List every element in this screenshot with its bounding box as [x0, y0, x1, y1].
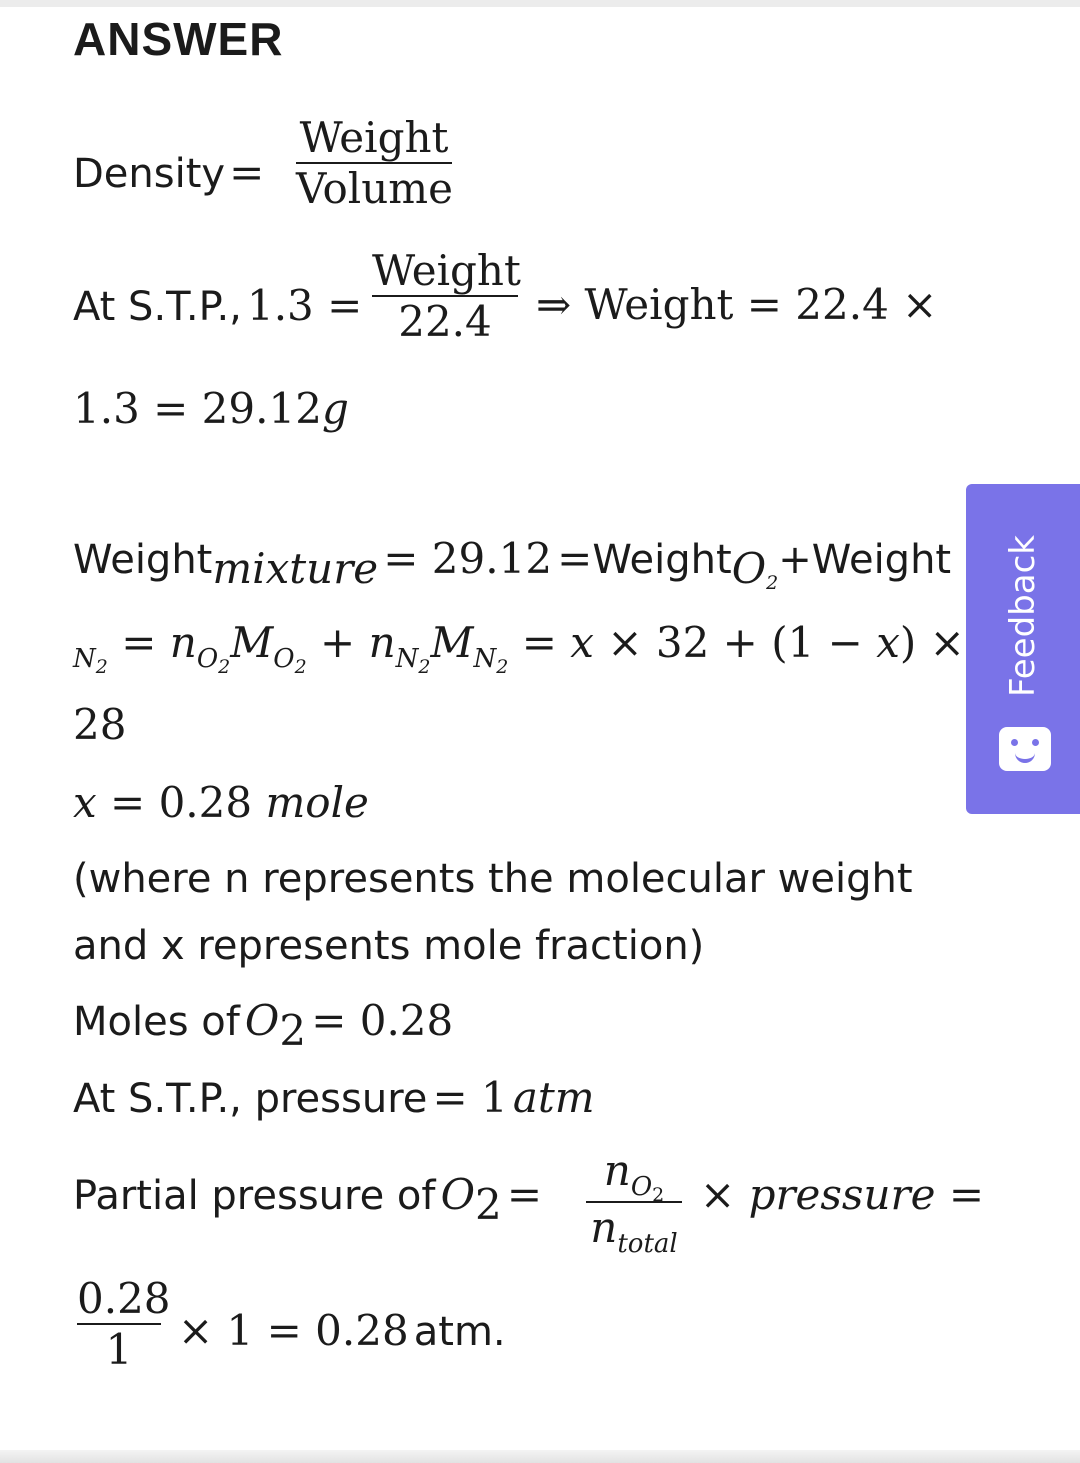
pressure-line: At S.T.P., pressure = 1 atm [73, 1073, 595, 1122]
feedback-tab[interactable] [966, 484, 1080, 814]
feedback-label: Feedback [1003, 535, 1043, 697]
bottom-divider [0, 1450, 1080, 1463]
final-fraction [77, 1274, 171, 1374]
explanation-line-2: and x represents mole fraction) [73, 923, 705, 969]
partial-pressure-line: Partial pressure of $O_2$ = [73, 1170, 543, 1229]
partial-numerator: $n_{O_2}$ [603, 1146, 665, 1206]
density-label: Density= [73, 148, 265, 197]
icon-eye [1032, 739, 1039, 746]
density-numerator: Weight [299, 113, 449, 162]
density-fraction [296, 113, 452, 213]
moles-o2-line: Moles of $O_2 = 0.28$ [73, 996, 454, 1055]
stp-denominator: 22.4 [398, 297, 492, 346]
moles-equation-continuation: 28 [73, 700, 127, 749]
partial-denominator: $n_{total}$ [590, 1203, 678, 1259]
icon-eye [1011, 739, 1018, 746]
stp-weight-line: At S.T.P., 1.3 = [73, 281, 363, 330]
smiley-chat-icon [999, 727, 1051, 771]
stp-weight-fraction [372, 246, 521, 346]
icon-mouth [1015, 749, 1035, 763]
final-denominator: 1 [105, 1325, 133, 1374]
final-numerator: 0.28 [77, 1274, 171, 1323]
partial-pressure-fraction [586, 1146, 682, 1259]
answer-heading: ANSWER [73, 13, 284, 65]
explanation-line-1: (where n represents the molecular weight [73, 856, 913, 902]
stp-weight-continuation: 1.3 = 29.12g [73, 384, 349, 433]
top-divider [0, 0, 1080, 7]
partial-pressure-rhs: × pressure = [700, 1170, 985, 1219]
density-denominator: Volume [296, 164, 453, 213]
final-result-line: × 1 = 0.28 atm. [178, 1306, 506, 1355]
stp-numerator: Weight [372, 246, 521, 295]
weight-mixture-line: Weight$_{mixture}$ = 29.12 =Weight$_{O_2}$+Weight [73, 534, 952, 594]
stp-weight-rhs: ⇒ Weight = 22.4 × [536, 280, 938, 329]
moles-equation-line: $_{N_2} = n_{O_2}M_{O_2} + n_{N_2}M_{N_2} = x \times 32 + (1 - x)$ × [73, 618, 965, 678]
x-result-line: x = 0.28 mole [73, 778, 369, 827]
